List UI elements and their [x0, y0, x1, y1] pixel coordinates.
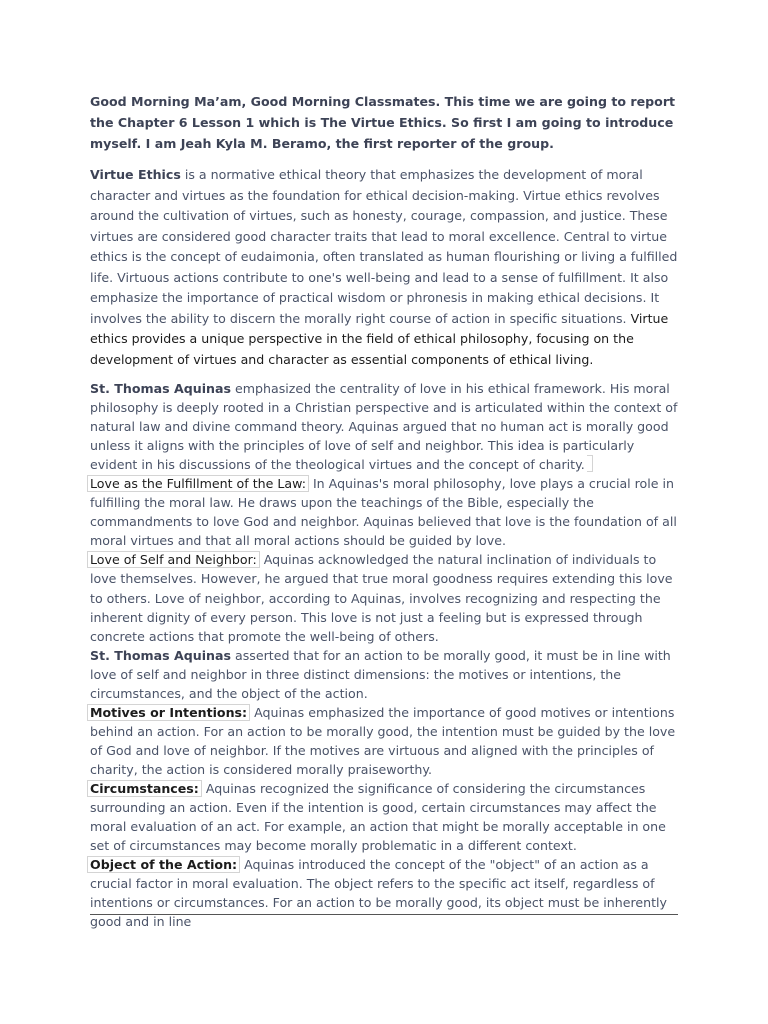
paragraph-mark — [587, 455, 593, 472]
virtue-ethics-closing: Virtue ethics provides a unique perspective in the field of ethical philosophy, focusing on the development of virtues and character as essential components of ethical living. — [90, 310, 669, 367]
love-law-term: Love as the Fulfillment of the Law: — [87, 475, 309, 492]
virtue-ethics-body: is a normative ethical theory that emphasizes the development of moral character and virtues as the foundation for ethical decision-making. Virtue ethics revolves around the cultivation of virtues, such as honesty, courage, compassion, and justice. These virtues are considered good character traits that lead to moral excellence. Central to virtue ethics is the concept of eudaimonia, often translated as human flourishing or living a fulfilled life. Virtuous actions contribute to one's well-being and lead to a sense of fulfillment. It also emphasize the importance of practical wisdom or phronesis in making ethical decisions. It involves the ability to discern the morally right course of action in specific situations. — [90, 167, 678, 326]
love-self-paragraph — [90, 550, 678, 645]
object-body: Aquinas introduced the concept of the "object" of an action as a crucial factor in moral evaluation. The object refers to the specific act itself, regardless of intentions or circumstances. For an action to be morally good, its object must be inherently good and in line — [90, 857, 667, 930]
motives-body: Aquinas emphasized the importance of good motives or intentions behind an action. For an action to be morally good, the intention must be guided by the love of God and love of neighbor. If the motives are virtuous and aligned with the principles of charity, the action is considered morally praiseworthy. — [90, 704, 676, 777]
asserted-term: St. Thomas Aquinas — [90, 647, 231, 663]
love-law-body: In Aquinas's moral philosophy, love plays a crucial role in fulfilling the moral law. He draws upon the teachings of the Bible, especially the commandments to love God and neighbor. Aquinas believed that love is the foundation of all moral virtues and that all moral actions should be guided by love. — [90, 476, 677, 549]
circumstances-paragraph — [90, 779, 678, 855]
object-term: Object of the Action: — [87, 856, 240, 873]
intro-text: Good Morning Ma’am, Good Morning Classmates. This time we are going to report the Chapter 6 Lesson 1 which is The Virtue Ethics. So first I am going to introduce myself. I am Jeah Kyla M. Beramo, the first reporter of the group. — [90, 94, 676, 151]
motives-paragraph — [90, 703, 678, 779]
circumstances-body: Aquinas recognized the significance of considering the circumstances surrounding an action. Even if the intention is good, certain circumstances may affect the moral evaluation of an act. For example, an action that might be morally acceptable in one set of circumstances may become morally problematic in a different context. — [90, 780, 666, 854]
object-paragraph — [90, 855, 678, 931]
motives-term: Motives or Intentions: — [87, 704, 250, 721]
virtue-ethics-paragraph — [90, 165, 678, 370]
virtue-ethics-section — [90, 165, 678, 370]
love-law-paragraph — [90, 474, 678, 550]
asserted-paragraph — [90, 646, 678, 703]
love-self-term: Love of Self and Neighbor: — [87, 551, 260, 568]
aquinas-intro-paragraph — [90, 379, 678, 474]
circumstances-term: Circumstances: — [87, 780, 202, 797]
intro-paragraph — [90, 92, 678, 154]
virtue-ethics-term: Virtue Ethics — [90, 167, 181, 182]
aquinas-section — [90, 379, 678, 931]
aquinas-intro-term: St. Thomas Aquinas — [90, 381, 231, 396]
bottom-rule — [90, 914, 678, 915]
love-self-body: Aquinas acknowledged the natural inclination of individuals to love themselves. However, he argued that true moral goodness requires extending this love to others. Love of neighbor, according to Aquinas, involves recognizing and respecting the inherent dignity of every person. This love is not just a feeling but is expressed through concrete actions that promote the well-being of others. — [90, 552, 673, 644]
asserted-body: asserted that for an action to be morally good, it must be in line with love of self and neighbor in three distinct dimensions: the motives or intentions, the circumstances, and the object of the action. — [90, 647, 671, 701]
aquinas-intro-body: emphasized the centrality of love in his ethical framework. His moral philosophy is deeply rooted in a Christian perspective and is articulated within the context of natural law and divine command theory. Aquinas argued that no human act is morally good unless it aligns with the principles of love of self and neighbor. This idea is particularly evident in his discussions of the theological virtues and the concept of charity. — [90, 381, 678, 473]
